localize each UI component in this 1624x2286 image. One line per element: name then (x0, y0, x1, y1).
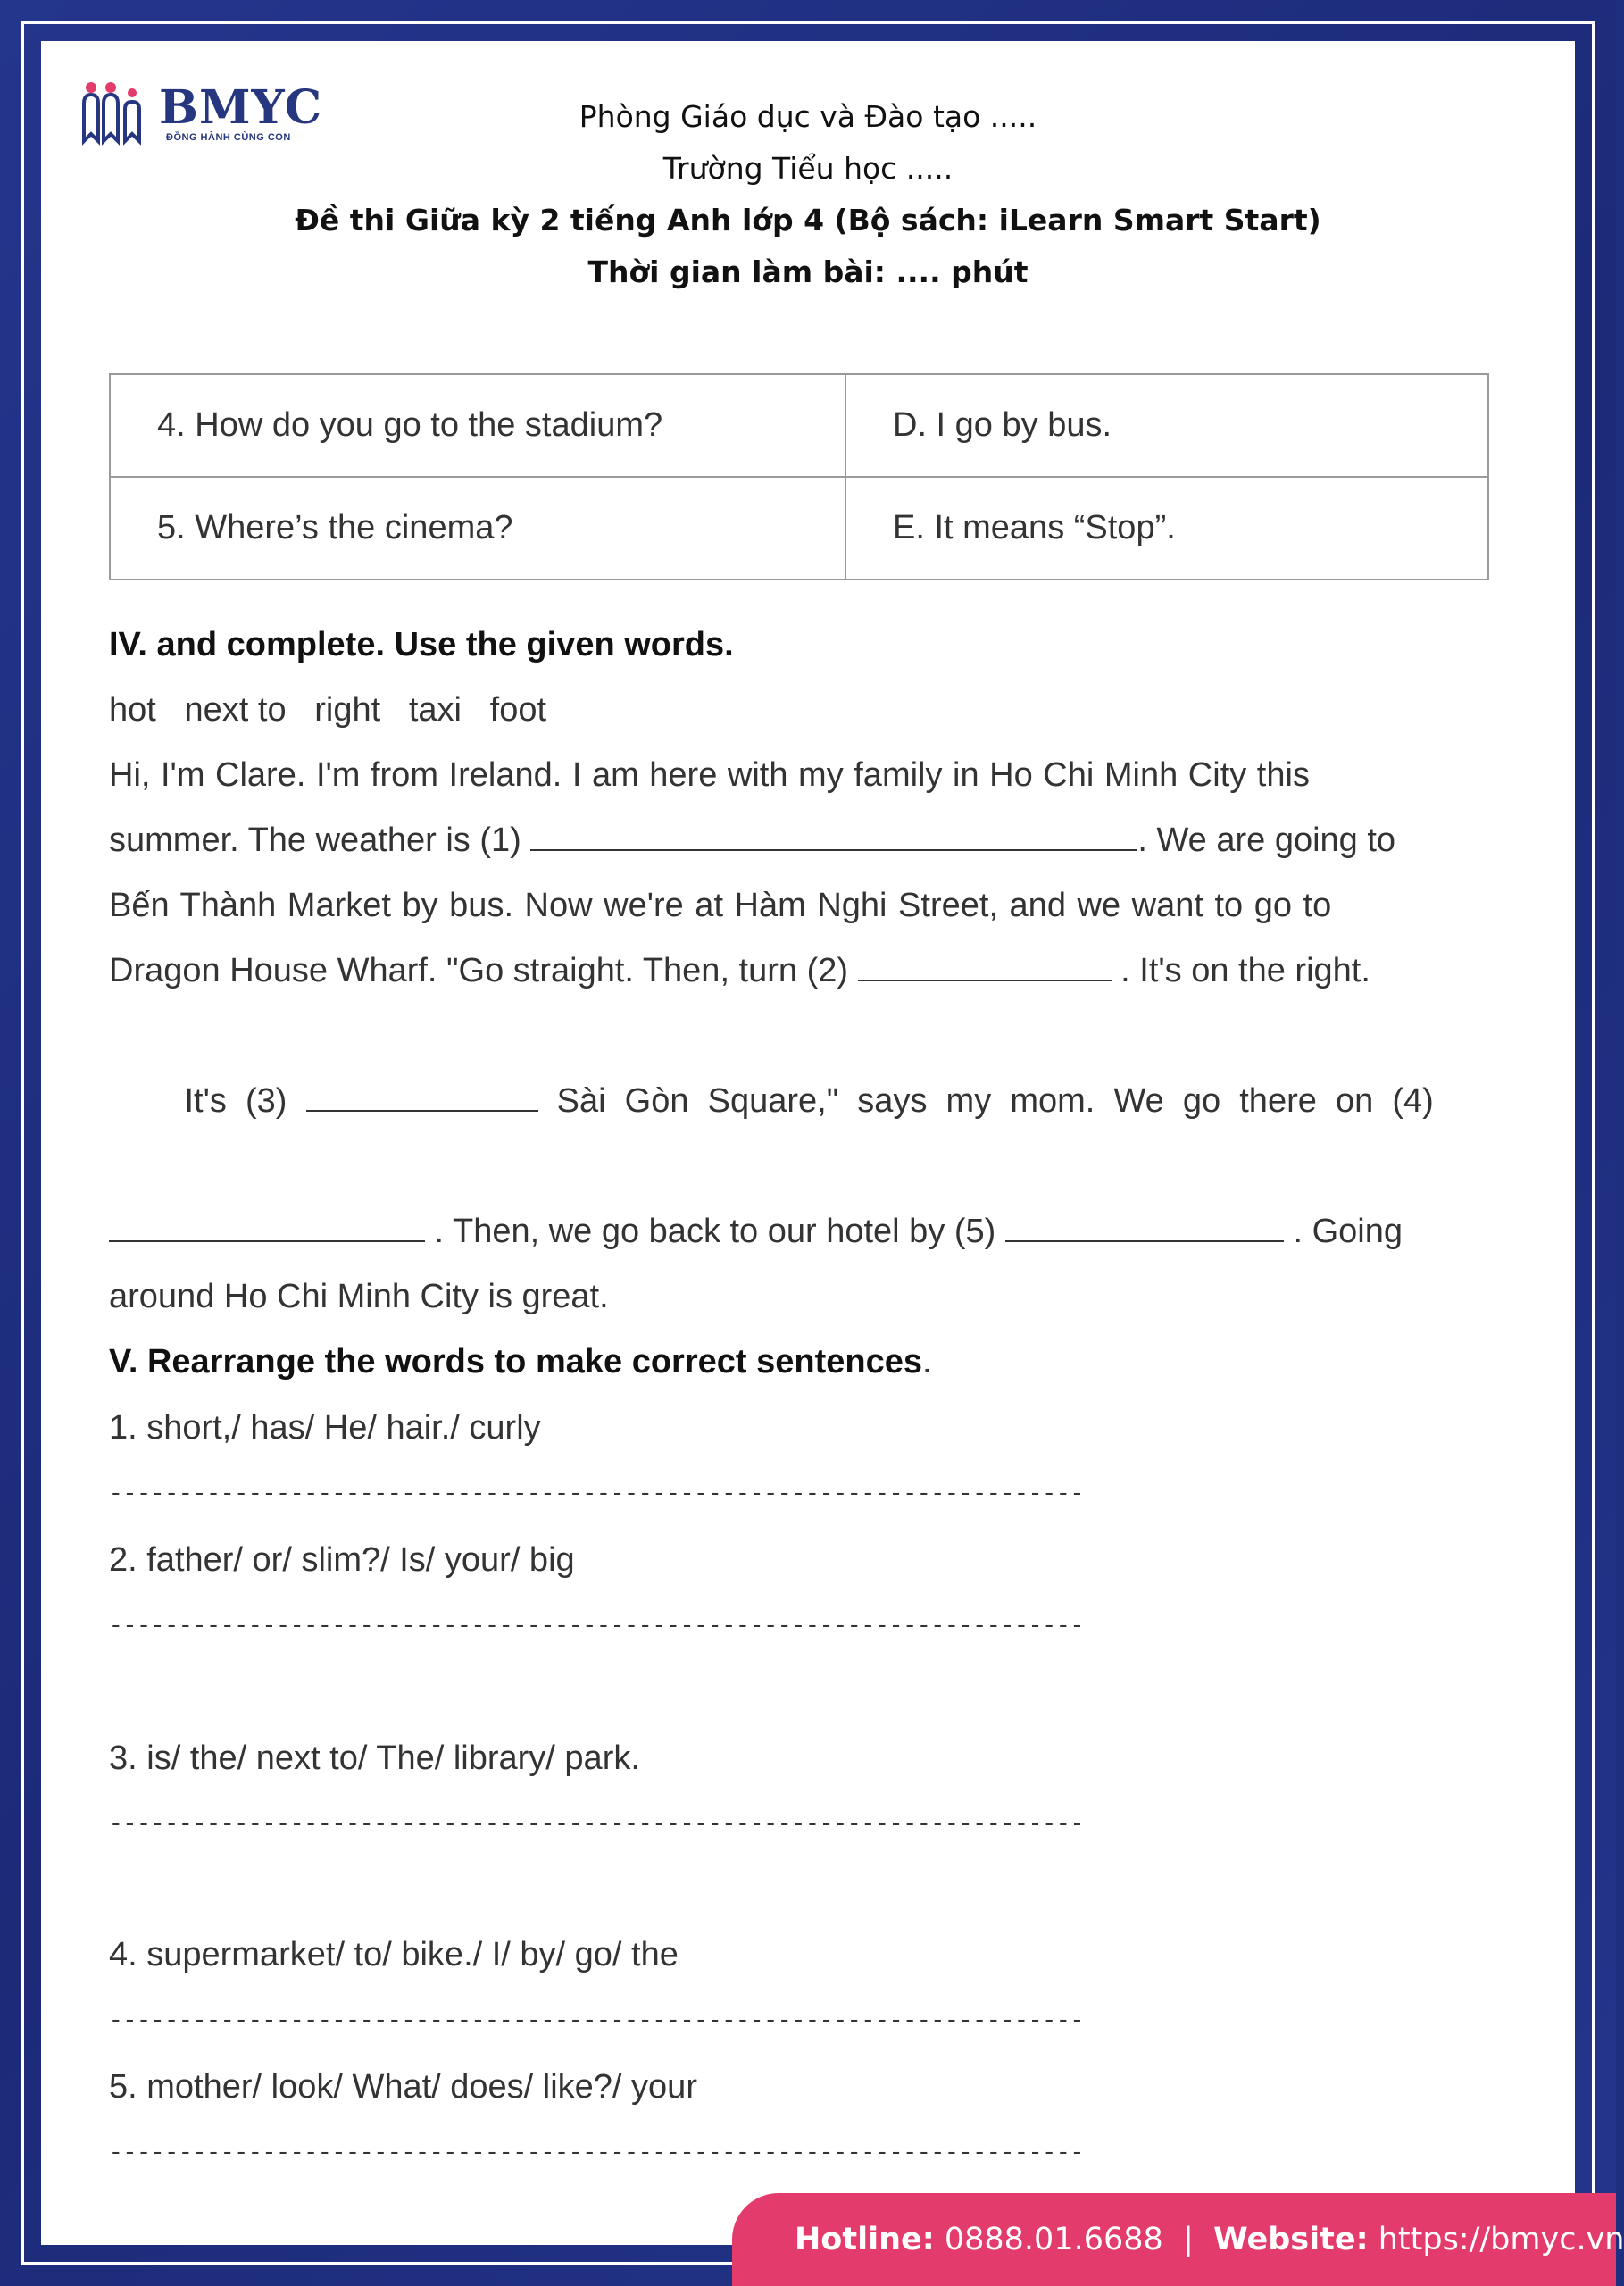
exam-duration: Thời gian làm bài: .... phút (587, 254, 1029, 289)
answer-line-1[interactable]: ---------------------------------------------------------------------- (109, 1481, 1085, 1507)
rearrange-item-5: 5. mother/ look/ What/ does/ like?/ your (109, 2068, 697, 2106)
passage-line: Bến Thành Market by bus. Now we're at Hàm Nghi Street, and we want to go to (109, 887, 1332, 924)
passage-line: Hi, I'm Clare. I'm from Ireland. I am here with my family in Ho Chi Minh City this (109, 756, 1310, 794)
exam-header (41, 91, 1575, 298)
passage-text: It's (3) (184, 1082, 306, 1120)
logo-wordmark: BMYC (159, 80, 323, 135)
matching-table (109, 373, 1489, 580)
answer-line-5[interactable]: ---------------------------------------------------------------------- (109, 2140, 1085, 2166)
passage-text: Dragon House Wharf. "Go straight. Then, turn (2) (109, 952, 858, 989)
passage-text: Sài Gòn Square," says my mom. We go there on (4) (537, 1082, 1434, 1120)
blank-1[interactable] (530, 819, 1137, 851)
section-5-title: V. Rearrange the words to make correct sentences (109, 1343, 922, 1381)
website-label: Website: (1213, 2222, 1369, 2257)
hotline-value[interactable]: 0888.01.6688 (944, 2222, 1163, 2257)
passage-line (109, 808, 1498, 873)
worksheet-page (41, 41, 1575, 2245)
section-5-title-dot: . (921, 1343, 932, 1381)
passage-text: . It's on the right. (1111, 952, 1370, 989)
footer-text (795, 2193, 1624, 2286)
footer-separator: | (1183, 2222, 1194, 2257)
blank-5[interactable] (1005, 1210, 1284, 1242)
rearrange-item-3: 3. is/ the/ next to/ The/ library/ park. (109, 1740, 640, 1777)
answer-line-3[interactable]: ---------------------------------------------------------------------- (109, 1811, 1085, 1838)
department-line: Phòng Giáo dục và Đào tạo ..... (579, 99, 1037, 134)
passage-line (109, 939, 1498, 1004)
passage-line (109, 1004, 1498, 1199)
table-cell-answer: E. It means “Stop”. (845, 477, 1488, 580)
word-bank: hot next to right taxi foot (109, 691, 547, 729)
passage-text: . Going (1283, 1213, 1403, 1250)
blank-4[interactable] (109, 1210, 425, 1242)
blank-2[interactable] (858, 949, 1112, 981)
passage-line (109, 1199, 1498, 1264)
answer-line-2[interactable]: ---------------------------------------------------------------------- (109, 1613, 1085, 1639)
logo-tagline: ĐỒNG HÀNH CÙNG CON (166, 132, 291, 143)
table-cell-answer: D. I go by bus. (845, 374, 1488, 477)
table-row (110, 374, 1488, 477)
website-link[interactable]: https://bmyc.vn (1378, 2222, 1624, 2257)
table-cell-question: 4. How do you go to the stadium? (110, 374, 845, 477)
rearrange-item-2: 2. father/ or/ slim?/ Is/ your/ big (109, 1541, 575, 1579)
section-5-heading (109, 1330, 1498, 1395)
passage (109, 743, 1498, 1330)
section-4-title: IV. and complete. Use the given words. (109, 626, 734, 663)
exam-title: Đề thi Giữa kỳ 2 tiếng Anh lớp 4 (Bộ sách: iLearn Smart Start) (295, 203, 1321, 238)
blank-3[interactable] (306, 1080, 538, 1112)
answer-line-4[interactable]: ---------------------------------------------------------------------- (109, 2007, 1085, 2034)
contact-footer (732, 2193, 1624, 2286)
passage-text: summer. The weather is (1) (109, 822, 531, 859)
passage-text: . We are going to (1137, 822, 1396, 859)
passage-text: . Then, we go back to our hotel by (5) (425, 1213, 1005, 1250)
passage-line: around Ho Chi Minh City is great. (109, 1278, 609, 1315)
rearrange-item-1: 1. short,/ has/ He/ hair./ curly (109, 1409, 541, 1447)
rearrange-item-4: 4. supermarket/ to/ bike./ I/ by/ go/ the (109, 1936, 679, 1973)
exercise-content (109, 613, 1498, 2186)
table-cell-question: 5. Where’s the cinema? (110, 477, 845, 580)
hotline-label: Hotline: (795, 2222, 935, 2257)
table-row (110, 477, 1488, 580)
school-line: Trường Tiểu học ..... (662, 151, 954, 186)
